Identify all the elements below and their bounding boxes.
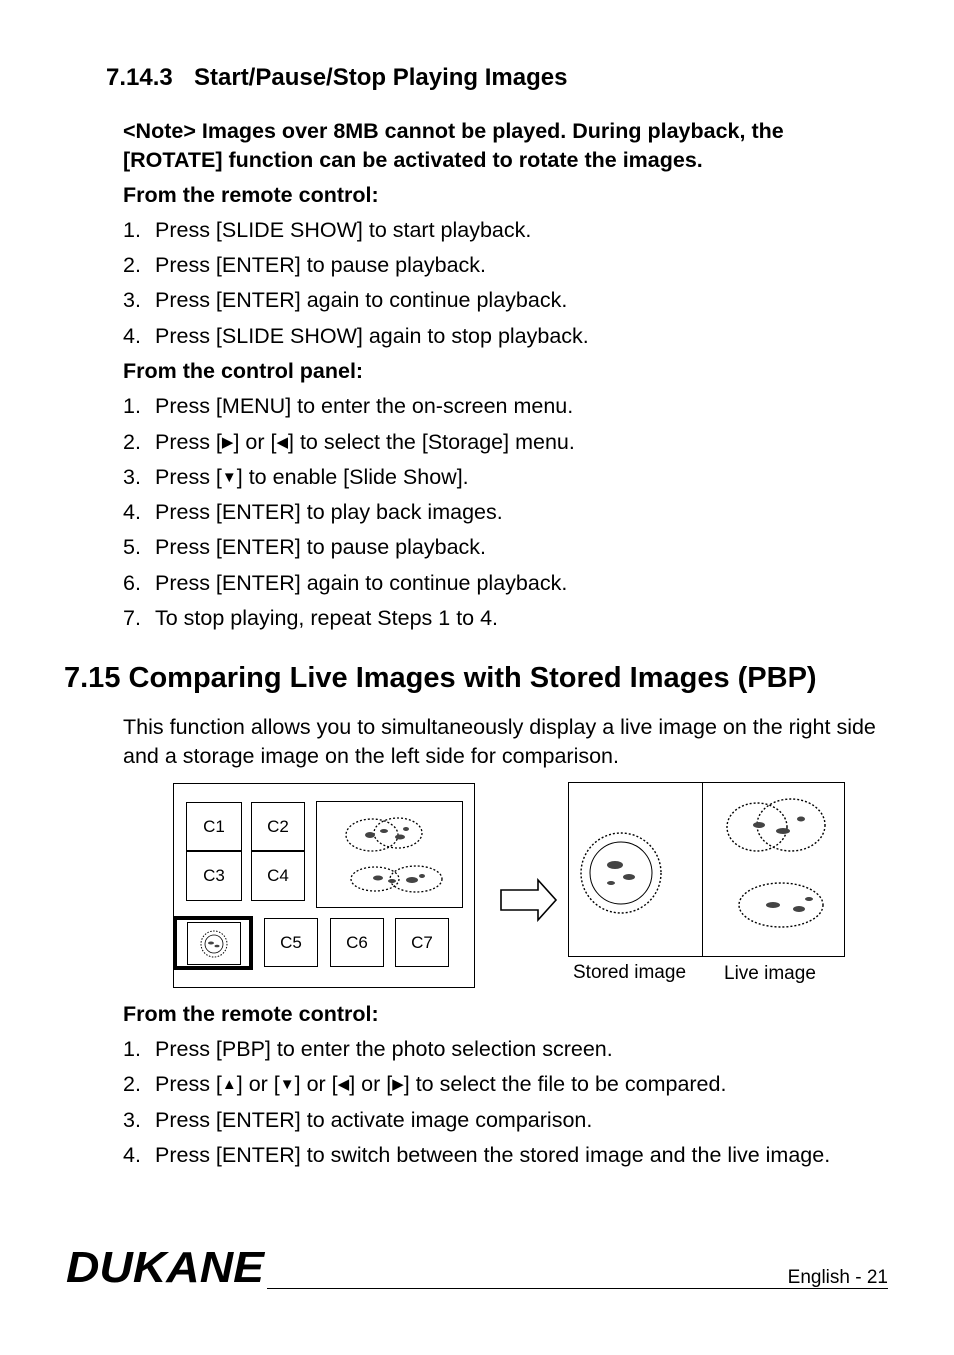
list-item: 1. Press [PBP] to enter the photo selection screen. [123, 1037, 613, 1061]
down-arrow-icon: ▼ [221, 469, 237, 486]
thumbnail-cell: C1 [186, 802, 242, 851]
right-arrow-icon [500, 878, 558, 922]
list-item: 6. Press [ENTER] again to continue playback. [123, 571, 568, 595]
list-item: 3. Press [ENTER] to activate image comparison. [123, 1108, 593, 1132]
thumbnail-cell: C3 [186, 851, 242, 901]
list-item: 7. To stop playing, repeat Steps 1 to 4. [123, 606, 499, 630]
selected-thumbnail [173, 916, 253, 970]
pbp-screen-diagram [568, 782, 845, 957]
list-item: 3. Press [ENTER] again to continue playback. [123, 288, 568, 312]
list-item: 3. Press [▼] to enable [Slide Show]. [123, 465, 469, 489]
right-arrow-icon: ▶ [221, 434, 234, 451]
list-item: 2. Press [▲] or [▼] or [◀] or [▶] to select the file to be compared. [123, 1072, 727, 1096]
specimen-image [320, 805, 460, 905]
remote-control-heading: From the remote control: [123, 1002, 379, 1026]
section-description: This function allows you to simultaneously display a live image on the right side and a storage image on the left side for comparison. [123, 715, 876, 768]
list-item: 2. Press [ENTER] to pause playback. [123, 253, 487, 277]
dukane-logo [64, 1244, 268, 1293]
down-arrow-icon: ▼ [279, 1076, 295, 1093]
remote-control-heading: From the remote control: [123, 183, 379, 207]
split-divider [702, 783, 703, 956]
thumbnail-cell: C7 [395, 918, 449, 967]
section-number: 7.14.3 [106, 64, 173, 91]
section-heading-7-14-3 [106, 64, 567, 92]
thumbnail-screen-diagram [173, 783, 475, 988]
thumbnail-cell: C4 [251, 851, 305, 901]
right-arrow-icon: ▶ [392, 1076, 404, 1093]
playback-note: <Note> Images over 8MB cannot be played. During playback, the [ROTATE] function can be activated to rotate the images. [123, 119, 784, 172]
list-item: 4. Press [ENTER] to play back images. [123, 500, 503, 524]
list-item: 1. Press [SLIDE SHOW] to start playback. [123, 218, 532, 242]
list-item: 2. Press [▶] or [◀] to select the [Storage] menu. [123, 430, 575, 454]
brand-text: DUKANE [66, 1244, 266, 1288]
thumbnail-cell: C6 [330, 918, 384, 967]
selected-thumbnail-image [187, 922, 241, 965]
left-arrow-icon: ◀ [337, 1076, 350, 1093]
stored-image [571, 823, 675, 923]
thumbnail-cell: C2 [251, 802, 305, 851]
list-item: 1. Press [MENU] to enter the on-screen menu. [123, 394, 574, 418]
list-item: 4. Press [ENTER] to switch between the stored image and the live image. [123, 1143, 831, 1167]
section-title: Start/Pause/Stop Playing Images [194, 64, 568, 91]
control-panel-heading: From the control panel: [123, 359, 364, 383]
up-arrow-icon: ▲ [221, 1076, 237, 1093]
list-item: 5. Press [ENTER] to pause playback. [123, 535, 487, 559]
specimen-image [191, 926, 237, 962]
left-arrow-icon: ◀ [276, 434, 289, 451]
stored-image-caption: Stored image [573, 962, 687, 983]
live-image [709, 789, 841, 949]
brand-logo [64, 1244, 268, 1288]
page-number: English - 21 [787, 1267, 888, 1288]
preview-image [316, 801, 463, 908]
thumbnail-cell: C5 [264, 918, 318, 967]
list-item: 4. Press [SLIDE SHOW] again to stop playback. [123, 324, 589, 348]
live-image-caption: Live image [724, 963, 816, 984]
section-heading-7-15: 7.15 Comparing Live Images with Stored Images (PBP) [64, 662, 817, 694]
